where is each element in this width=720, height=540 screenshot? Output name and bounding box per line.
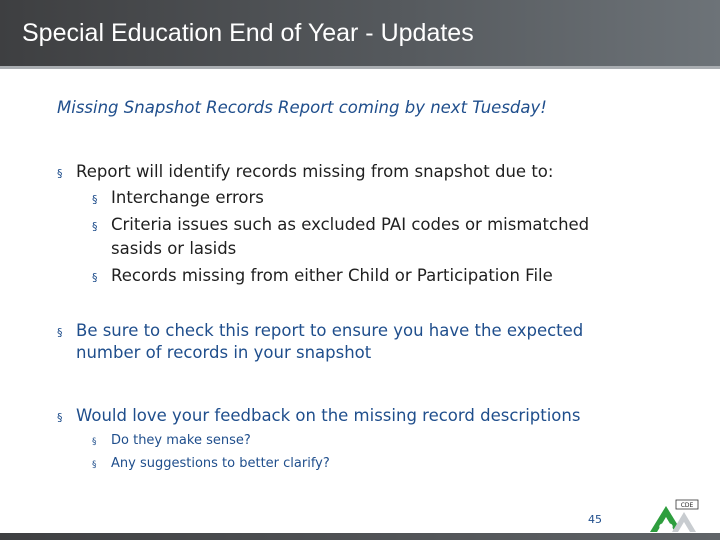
bullet-group-2 [57, 320, 583, 364]
bullet-marker-icon: § [57, 167, 63, 180]
bullet-marker-icon: § [92, 271, 98, 284]
bullet-text-continued: number of records in your snapshot [76, 343, 372, 362]
bullet-item [57, 160, 553, 184]
sub-bullet-text-continued: sasids or lasids [111, 239, 237, 258]
cde-logo-icon [648, 498, 700, 532]
title-divider [0, 66, 720, 69]
sub-bullet-item [92, 264, 589, 288]
sub-bullet-item [92, 213, 589, 261]
bullet-marker-icon: § [92, 437, 97, 447]
sub-bullet-text: Records missing from either Child or Participation File [111, 266, 553, 285]
logo-top-text: CDE [680, 502, 694, 509]
logo-text: CO [658, 523, 674, 532]
bullet-marker-icon: § [92, 220, 98, 233]
bullet-group-1 [57, 160, 553, 184]
bullet-marker-icon: § [92, 193, 98, 206]
bullet-marker-icon: § [92, 460, 97, 470]
bullet-text: Report will identify records missing from snapshot due to: [76, 162, 554, 181]
sub-bullet-item [92, 186, 589, 210]
bullet-item [57, 320, 583, 364]
sub-bullet-text: Interchange errors [111, 188, 264, 207]
sub-bullet-group-1 [92, 186, 589, 288]
sub-bullet-text: Do they make sense? [111, 433, 251, 448]
title-bar [0, 0, 720, 66]
page-number: 45 [588, 513, 602, 526]
bottom-bar [0, 533, 720, 540]
bullet-marker-icon: § [57, 326, 63, 339]
bullet-text: Would love your feedback on the missing record descriptions [76, 406, 581, 425]
bullet-text: Be sure to check this report to ensure you have the expected [76, 321, 584, 340]
bullet-group-3 [57, 404, 580, 428]
sub-bullet-text: Criteria issues such as excluded PAI codes or mismatched [111, 215, 590, 234]
bullet-marker-icon: § [57, 411, 63, 424]
bullet-item [57, 404, 580, 428]
sub-bullet-item [92, 430, 330, 452]
slide-subtitle: Missing Snapshot Records Report coming by next Tuesday! [57, 98, 547, 117]
sub-bullet-item [92, 453, 330, 475]
slide-title: Special Education End of Year - Updates [22, 19, 474, 47]
sub-bullet-group-3 [92, 430, 330, 475]
sub-bullet-text: Any suggestions to better clarify? [111, 456, 330, 471]
